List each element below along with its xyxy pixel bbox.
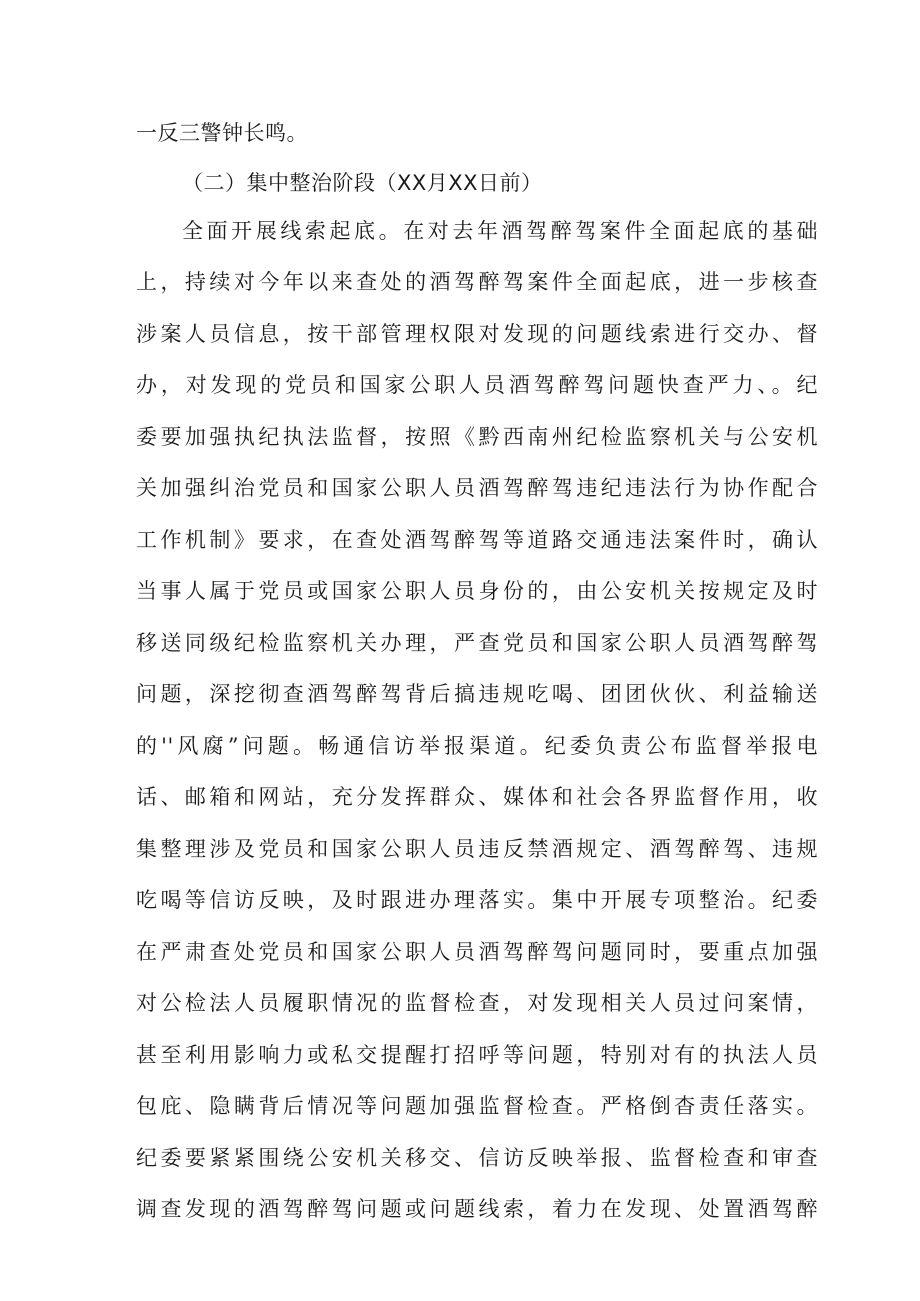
paragraph-line: 集整理涉及党员和国家公职人员违反禁酒规定、酒驾醉驾、违规	[136, 836, 818, 861]
paragraph-line: 吃喝等信访反映，及时跟进办理落实。集中开展专项整治。纪委	[136, 888, 818, 912]
paragraph-line: 纪委要紧紧围绕公安机关移交、信访反映举报、监督检查和审查	[136, 1145, 818, 1170]
paragraph-line: 当事人属于党员或国家公职人员身份的，由公安机关按规定及时	[136, 579, 818, 603]
paragraph-line: 问题，深挖彻查酒驾醉驾背后搞违规吃喝、团团伙伙、利益输送	[136, 682, 818, 706]
paragraph-line: 调查发现的酒驾醉驾问题或问题线索，着力在发现、处置酒驾醉	[136, 1197, 818, 1221]
paragraph-line: 移送同级纪检监察机关办理，严查党员和国家公职人员酒驾醉驾	[136, 630, 818, 655]
paragraph-line: 包庇、隐瞒背后情况等问题加强监督检查。严格倒杳责任落实。	[136, 1094, 818, 1118]
paragraph-line: 上，持续对今年以来查处的酒驾醉驾案件全面起底，进一步核查	[136, 270, 818, 294]
paragraph-line: 话、邮箱和网站，充分发挥群众、媒体和社会各界监督作用，收	[136, 785, 818, 809]
paragraph-line: 办，对发现的党员和国家公职人员酒驾醉驾问题快查严力、。纪	[136, 373, 818, 397]
paragraph-line: 全面开展线索起底。在对去年酒驾醉驾案件全面起底的基础	[182, 218, 818, 243]
paragraph-line: 涉案人员信息，按干部管理权限对发现的问题线索进行交办、督	[136, 321, 818, 346]
paragraph-line: 甚至利用影响力或私交提醒打招呼等问题，特别对有的执法人员	[136, 1042, 818, 1067]
paragraph-line: 工作机制》要求，在查处酒驾醉驾等道路交通违法案件时，确认	[136, 527, 818, 552]
body-paragraph	[136, 206, 818, 1236]
paragraph-line: 委要加强执纪执法监督，按照《黔西南州纪检监察机关与公安机	[136, 424, 818, 449]
paragraph-line: 在严肃查处党员和国家公职人员酒驾醉驾问题同时，要重点加强	[136, 939, 818, 964]
opening-line: 一反三警钟长鸣。	[136, 121, 308, 145]
paragraph-line: 关加强纠治党员和国家公职人员酒驾醉驾违纪违法行为协作配合	[136, 476, 818, 500]
paragraph-line: 的''风腐”问题。畅通信访举报渠道。纪委负责公布监督举报电	[136, 733, 818, 758]
document-body	[136, 108, 818, 1236]
section-heading: （二）集中整治阶段（XX月XX日前）	[182, 170, 543, 195]
paragraph-line: 对公检法人员履职情况的监督检查，对发现相关人员过问案情，	[136, 991, 818, 1015]
